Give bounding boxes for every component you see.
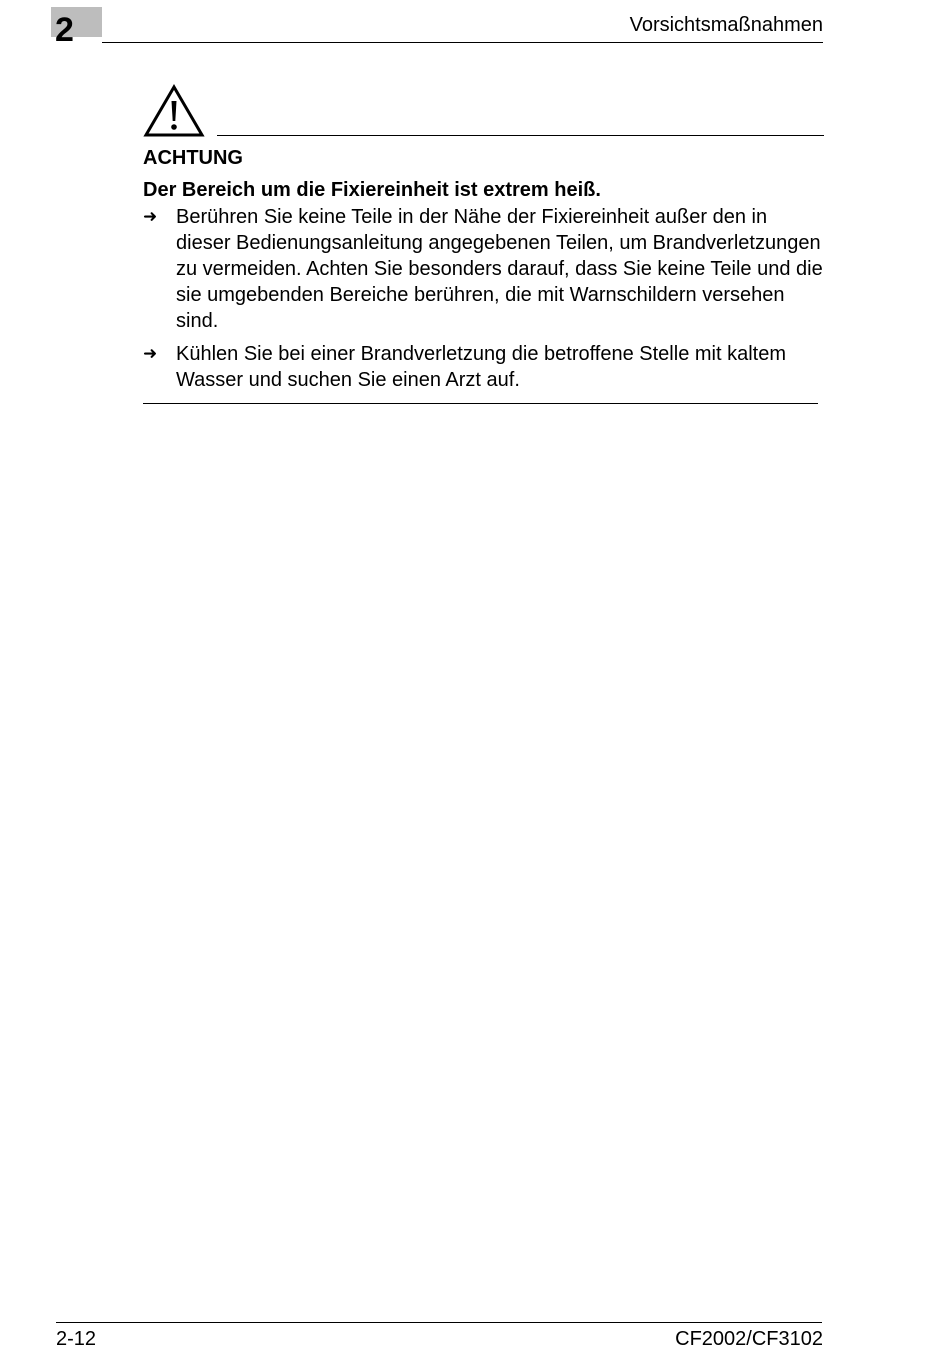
footer-divider bbox=[56, 1322, 822, 1323]
header-divider bbox=[102, 42, 823, 43]
caution-heading: Der Bereich um die Fixiereinheit ist extrem heiß. bbox=[143, 179, 601, 201]
caution-item-text: Berühren Sie keine Teile in der Nähe der Fixiereinheit außer den in dieser Bedienungsanleitung angegebenen Teilen, um Brandverletzungen zu vermeiden. Achten Sie besonders darauf, dass Sie keine Teile und die sie umgebenden Bereiche berühren, die mit Warnschildern versehen sind. bbox=[176, 206, 823, 332]
model-name: CF2002/CF3102 bbox=[675, 1328, 823, 1350]
warning-triangle-icon bbox=[143, 84, 205, 138]
caution-bottom-divider bbox=[143, 403, 818, 404]
page-number: 2-12 bbox=[56, 1328, 97, 1350]
chapter-number: 2 bbox=[55, 11, 74, 49]
section-title: Vorsichtsmaßnahmen bbox=[629, 14, 823, 36]
caution-item-text: Kühlen Sie bei einer Brandverletzung die betroffene Stelle mit kaltem Wasser und suchen Sie einen Arzt auf. bbox=[176, 343, 786, 391]
arrow-right-icon: ➜ bbox=[143, 344, 158, 363]
caution-top-divider bbox=[217, 135, 824, 136]
arrow-right-icon: ➜ bbox=[143, 207, 158, 226]
caution-label: ACHTUNG bbox=[143, 147, 243, 169]
